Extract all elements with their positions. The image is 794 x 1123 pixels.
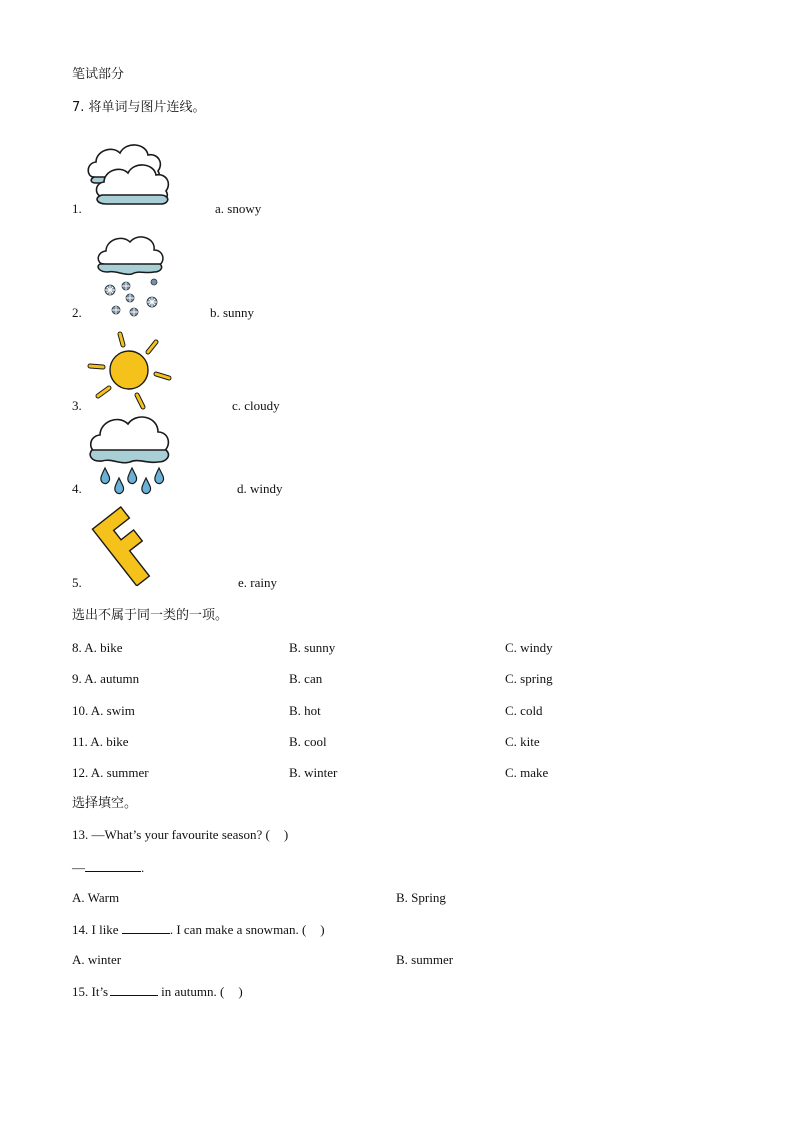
match-number-4: 4. [72, 481, 82, 496]
q8-option-b: B. sunny [289, 640, 336, 655]
sunny-icon [86, 330, 174, 412]
q13-option-a: A. Warm [72, 890, 120, 905]
q11-option-c: C. kite [505, 734, 540, 749]
q14-stem-end: . I can make a snowman. ( [169, 922, 307, 937]
choice-section-title: 选择填空。 [72, 796, 138, 811]
q8-option-a: 8. A. bike [72, 640, 123, 655]
q15-answer-blank[interactable] [110, 983, 158, 996]
q12-option-a: 12. A. summer [72, 765, 149, 780]
question-7-title: 7. 将单词与图片连线。 [72, 100, 206, 115]
match-number-2: 2. [72, 305, 82, 320]
q14-option-a: A. winter [72, 952, 122, 967]
q12-option-b: B. winter [289, 765, 338, 780]
match-word-c: c. cloudy [232, 398, 280, 413]
match-word-d: d. windy [237, 481, 283, 496]
q12-option-c: C. make [505, 765, 549, 780]
q14-stem-start: 14. I like [72, 922, 119, 937]
q13-answer-end: . [141, 860, 145, 875]
section-heading: 笔试部分 [72, 67, 125, 82]
q13-paren-close: ) [283, 827, 289, 842]
q14-stem [72, 921, 325, 938]
q13-answer-blank[interactable] [85, 859, 141, 872]
q14-answer-blank[interactable] [122, 921, 170, 934]
match-word-e: e. rainy [238, 575, 277, 590]
q10-option-a: 10. A. swim [72, 703, 135, 718]
match-word-b: b. sunny [210, 305, 255, 320]
q9-option-c: C. spring [505, 671, 553, 686]
snowy-icon [94, 234, 164, 320]
letter-f-icon [86, 506, 174, 586]
q13-stem-text: 13. —What’s your favourite season? ( [72, 827, 270, 842]
odd-one-out-title: 选出不属于同一类的一项。 [72, 608, 229, 623]
q11-option-b: B. cool [289, 734, 327, 749]
q8-option-c: C. windy [505, 640, 553, 655]
cloudy-icon [84, 137, 176, 209]
q13-stem [72, 827, 288, 843]
q14-paren-close: ) [320, 922, 325, 937]
q15-stem [72, 983, 243, 1000]
rainy-icon [86, 412, 172, 496]
q10-option-b: B. hot [289, 703, 321, 718]
q13-answer-line [72, 859, 144, 876]
q14-option-b: B. summer [396, 952, 454, 967]
q15-paren-close: ) [238, 984, 243, 999]
match-number-3: 3. [72, 398, 82, 413]
q9-option-b: B. can [289, 671, 323, 686]
q13-option-b: B. Spring [396, 890, 446, 905]
q9-option-a: 9. A. autumn [72, 671, 140, 686]
q15-stem-start: 15. It’s [72, 984, 109, 999]
q15-stem-end: in autumn. ( [161, 984, 225, 999]
q10-option-c: C. cold [505, 703, 543, 718]
q11-option-a: 11. A. bike [72, 734, 129, 749]
match-word-a: a. snowy [215, 201, 262, 216]
q13-answer-dash: — [72, 860, 85, 875]
match-number-5: 5. [72, 575, 82, 590]
match-number-1: 1. [72, 201, 82, 216]
